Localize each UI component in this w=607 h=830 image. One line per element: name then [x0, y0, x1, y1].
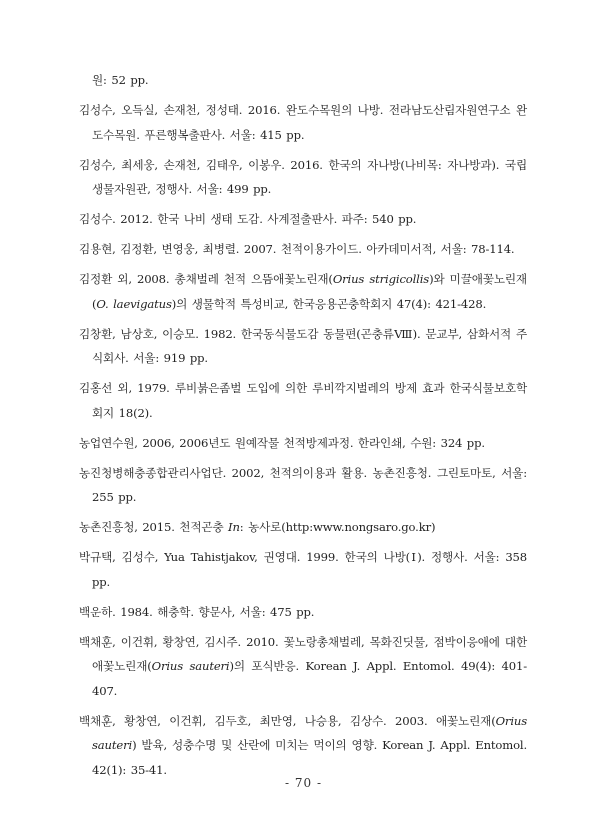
reference-entry: 김창환, 남상호, 이승모. 1982. 한국동식물도감 동물편(곤충류Ⅷ). 문교부, 삼화서적 주식회사. 서울: 919 pp. — [79, 326, 527, 365]
page-number: - 70 - — [284, 776, 322, 790]
reference-entry: 김용현, 김정환, 변영웅, 최병렬. 2007. 천적이용가이드. 아카데미서적, 서울: 78-114. — [79, 242, 515, 256]
reference-entry: 농업연수원, 2006, 2006년도 원예작물 천적방제과정. 한라인쇄, 수원: 324 pp. — [79, 435, 485, 450]
reference-entry: 백채훈, 이건휘, 황창연, 김시주. 2010. 꽃노랑총채벌레, 목화진딧물, 점박이응애에 대한 애꽃노린재(Orius sauteri)의 포식반응. Korean J. Appl. Entomol. 49(4): 401-407. — [79, 634, 527, 698]
species-name: Orius strigicollis — [332, 272, 430, 286]
species-name: Orius sauteri — [151, 659, 230, 673]
reference-entry: 김성수, 최세웅, 손재천, 김태우, 이봉우. 2016. 한국의 자나방(나비목: 자나방과). 국립생물자원관, 정행사. 서울: 499 pp. — [79, 157, 527, 196]
reference-entry: 농진청병해충종합관리사업단. 2002, 천적의이용과 활용. 농촌진흥청. 그린토마토, 서울: 255 pp. — [79, 465, 527, 504]
species-name: O. laevigatus — [96, 296, 172, 311]
reference-entry: 박규택, 김성수, Yua Tahistjakov, 권영대. 1999. 한국의 나방(Ⅰ). 정행사. 서울: 358 pp. — [79, 550, 527, 589]
reference-entry: 백운하. 1984. 해충학. 향문사, 서울: 475 pp. — [79, 604, 315, 619]
reference-entry: 농촌진흥청, 2015. 천적곤충 In: 농사로(http:www.nongsaro.go.kr) — [79, 520, 436, 534]
reference-entry: 김성수. 2012. 한국 나비 생태 도감. 사계절출판사. 파주: 540 pp. — [79, 212, 417, 226]
reference-entry: 김성수, 오득실, 손재천, 정성태. 2016. 완도수목원의 나방. 전라남도산림자원연구소 완도수목원. 푸른행복출판사. 서울: 415 pp. — [79, 103, 527, 142]
reference-entry: 원: 52 pp. — [92, 73, 149, 87]
reference-list — [79, 68, 527, 788]
reference-entry: 김홍선 외, 1979. 루비붉은좀벌 도입에 의한 루비깍지벌레의 방제 효과 한국식물보호학회지 18(2). — [79, 381, 527, 420]
species-name: Orius sauteri — [92, 713, 527, 752]
reference-entry: 김정환 외, 2008. 총채벌레 천적 으뜸애꽃노린재(Orius strigicollis)와 미끌애꽃노린재(O. laevigatus)의 생물학적 특성비교, 한국응용곤충학회지 47(4): 421-428. — [79, 272, 527, 311]
reference-entry: 백채훈, 황창연, 이건휘, 김두호, 최만영, 나승용, 김상수. 2003. 애꽃노린재(Orius sauteri) 발육, 성충수명 및 산란에 미치는 먹이의 영향. Korean J. Appl. Entomol. 42(1): 35-41. — [79, 713, 527, 777]
